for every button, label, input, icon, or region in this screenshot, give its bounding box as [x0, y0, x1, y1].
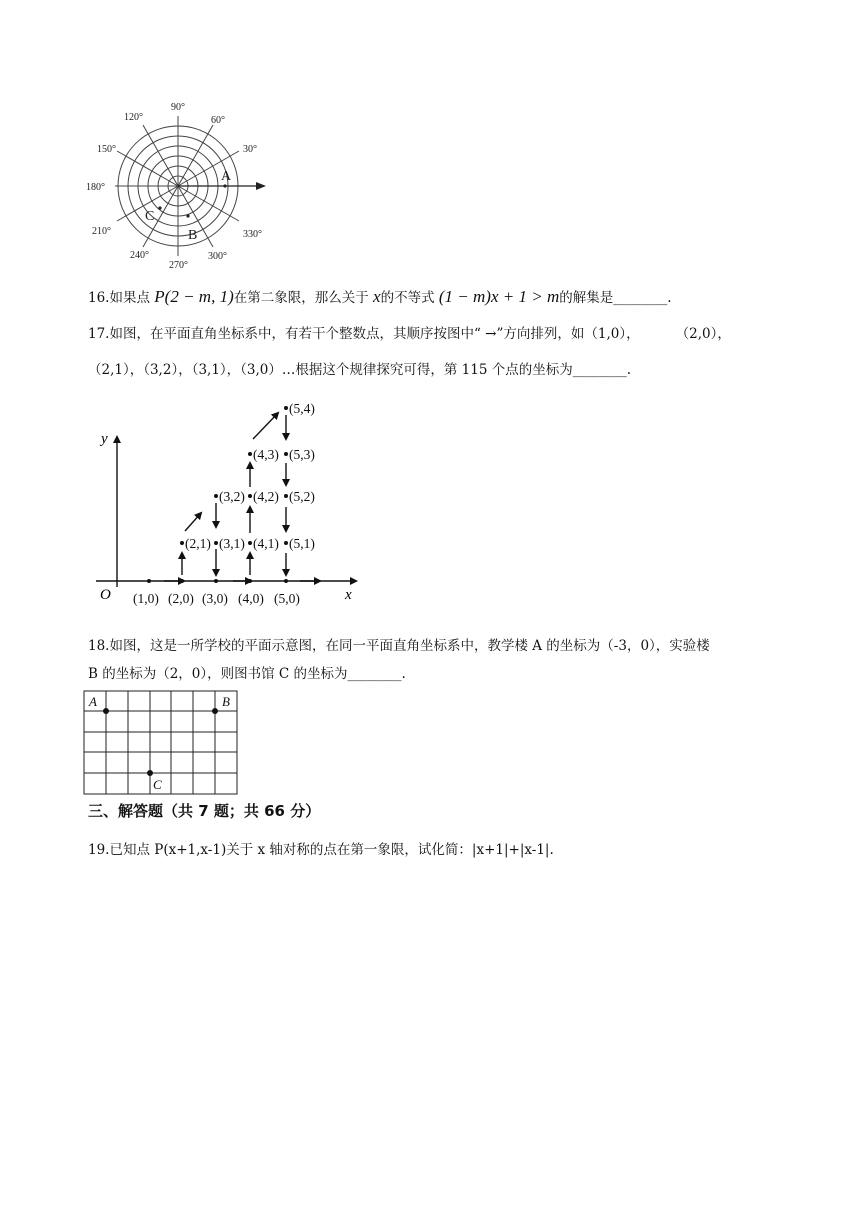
question-16: [88, 287, 672, 308]
angle-label-60: 60°: [211, 115, 225, 126]
q17-text-line2: （2,1），（3,2），（3,1），（3,0）…根据这个规律探究可得，第 115 个点的坐标为________.: [88, 362, 632, 378]
point-label-a: A: [221, 169, 232, 184]
point-4-0: (4,0): [238, 591, 264, 606]
grid-label-a: A: [89, 694, 97, 709]
angle-label-270: 270°: [169, 260, 188, 271]
point-5-1: (5,1): [289, 536, 315, 551]
question-18-line-1: [88, 636, 710, 656]
point-label-b: B: [188, 228, 198, 243]
question-17-line-1: [88, 324, 731, 344]
angle-label-300: 300°: [208, 251, 227, 262]
q18-text-line2: B 的坐标为（2，0），则图书馆 C 的坐标为________.: [88, 666, 406, 682]
question-18-line-2: [88, 664, 406, 684]
q16-point-p: P(2 − m, 1): [154, 287, 234, 306]
point-3-2: (3,2): [219, 489, 245, 504]
polar-coordinate-figure: [80, 98, 276, 274]
q18-text-line1: 18.如图，这是一所学校的平面示意图，在同一平面直角坐标系中，教学楼 A 的坐标为（-3，0），实验楼: [88, 638, 710, 654]
point-4-1: (4,1): [253, 536, 279, 551]
q16-number: 16.: [88, 290, 110, 306]
q16-text-2: 在第二象限，那么关于: [233, 290, 374, 306]
school-grid-figure: [83, 690, 239, 796]
angle-label-330: 330°: [243, 229, 262, 240]
y-axis-label: y: [101, 431, 108, 447]
q16-inequality: (1 − m)x + 1 > m: [438, 287, 560, 306]
angle-label-120: 120°: [124, 112, 143, 123]
angle-label-180: 180°: [86, 182, 105, 193]
point-5-4: (5,4): [289, 401, 315, 416]
x-axis-label: x: [345, 587, 352, 603]
point-4-2: (4,2): [253, 489, 279, 504]
q17-text-b: ”方向排列，如（1,0），: [496, 326, 640, 342]
q17-arrow: →: [485, 326, 497, 342]
q19-text: 19.已知点 P(x+1,x-1)关于 x 轴对称的点在第一象限，试化简：|x+1|+|x-1|.: [88, 842, 554, 858]
angle-label-210: 210°: [92, 226, 111, 237]
point-2-0: (2,0): [168, 591, 194, 606]
point-3-1: (3,1): [219, 536, 245, 551]
q16-var-x: x: [373, 287, 381, 306]
q16-text-3: 的不等式: [380, 290, 439, 306]
q16-text-4: 的解集是________.: [559, 290, 672, 306]
point-4-3: (4,3): [253, 447, 279, 462]
section-3-heading: 三、解答题（共 7 题；共 66 分）: [88, 802, 321, 820]
angle-label-150: 150°: [97, 144, 116, 155]
point-2-1: (2,1): [185, 536, 211, 551]
angle-label-240: 240°: [130, 250, 149, 261]
q16-text-1: 如果点: [109, 290, 155, 306]
question-17-line-2: [88, 360, 631, 380]
point-1-0: (1,0): [133, 591, 159, 606]
q17-text-c: （2,0），: [675, 326, 731, 342]
point-5-2: (5,2): [289, 489, 315, 504]
point-5-0: (5,0): [274, 591, 300, 606]
q17-text-a: 17.如图，在平面直角坐标系中，有若干个整数点，其顺序按图中“: [88, 326, 486, 342]
origin-label: O: [100, 587, 111, 603]
angle-label-90: 90°: [171, 102, 185, 113]
grid-label-b: B: [222, 694, 230, 709]
angle-label-30: 30°: [243, 144, 257, 155]
grid-label-c: C: [153, 777, 162, 792]
point-3-0: (3,0): [202, 591, 228, 606]
point-5-3: (5,3): [289, 447, 315, 462]
question-19: [88, 840, 554, 860]
lattice-points-figure: [88, 395, 368, 610]
point-label-c: C: [145, 209, 155, 224]
